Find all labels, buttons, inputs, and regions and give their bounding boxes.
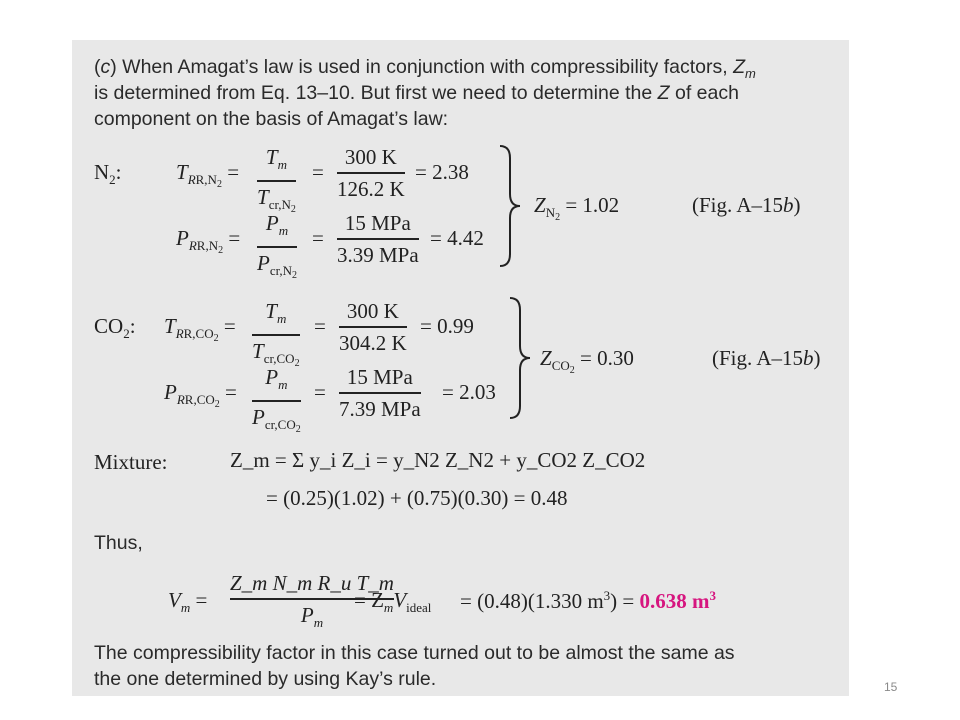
co2-z-value: $Z_{CO_2} = 0.30$: [540, 346, 634, 376]
co2-pr-symbolic-fraction: $P_m$ $P_{cr,CO_2}$: [252, 365, 301, 435]
volume-calculation: = (0.48)(1.330 $m^3) = 0.638$ $m^3$: [460, 588, 717, 613]
intro-line-1: (c) When Amagat’s law is used in conjunction with compressibility factors, $Z_m$: [94, 56, 756, 81]
conclusion-line-2: the one determined by using Kay’s rule.: [94, 668, 437, 690]
intro-line-2: is determined from Eq. 13–10. But first we need to determine the Z of each: [94, 82, 739, 104]
co2-label: $CO_2$:: [94, 314, 136, 341]
co2-tr-numeric-fraction: 300 K 304.2 K: [339, 299, 407, 355]
volume-lhs: $V_m$ =: [168, 588, 208, 615]
n2-label: $N_2$:: [94, 160, 122, 187]
n2-tr-numeric-fraction: 300 K 126.2 K: [337, 145, 405, 201]
co2-tr-symbolic-fraction: $T_m$ $T_{cr,CO_2}$: [252, 299, 300, 369]
equals-sign: =: [312, 226, 324, 250]
co2-tr-lhs: $T_{RR,CO_2}$ =: [164, 314, 236, 344]
volume-result: 0.638 m: [639, 589, 710, 613]
equals-sign: =: [314, 314, 326, 338]
volume-fraction: Z_m N_m R_u T_m $P_m$: [230, 571, 394, 630]
n2-pr-symbolic-fraction: $P_m$ $P_{cr,N_2}$: [257, 211, 298, 281]
intro-line-3: component on the basis of Amagat’s law:: [94, 108, 449, 130]
mixture-equation-line-2: = (0.25)(1.02) + (0.75)(0.30) = 0.48: [266, 486, 568, 510]
n2-z-value: $Z_{N_2} = 1.02$: [534, 193, 620, 223]
co2-figure-ref: (Fig. A–15b): [712, 346, 821, 370]
conclusion-line-1: The compressibility factor in this case turned out to be almost the same as: [94, 642, 735, 664]
n2-tr-symbolic-fraction: $T_m$ $T_{cr,N_2}$: [257, 145, 296, 215]
n2-figure-ref: (Fig. A–15b): [692, 193, 801, 217]
n2-tr-lhs: $T_{RR,N_2}$ =: [176, 160, 240, 190]
n2-pr-numeric-fraction: 15 MPa 3.39 MPa: [337, 211, 419, 267]
mixture-label: Mixture:: [94, 450, 168, 474]
page-number: 15: [884, 680, 898, 694]
equals-sign: =: [312, 160, 324, 184]
textbook-excerpt: [72, 40, 849, 696]
n2-right-brace: [498, 144, 522, 268]
co2-right-brace: [508, 296, 532, 420]
n2-tr-result: = 2.38: [415, 160, 469, 184]
volume-ideal-term: = $Z_mV_{ideal}$: [354, 588, 432, 615]
equals-sign: =: [314, 380, 326, 404]
thus-text: Thus,: [94, 532, 143, 554]
n2-pr-lhs: $P_{RR,N_2}$ =: [176, 226, 241, 256]
co2-tr-result: = 0.99: [420, 314, 474, 338]
co2-pr-lhs: $P_{RR,CO_2}$ =: [164, 380, 237, 410]
n2-pr-result: = 4.42: [430, 226, 484, 250]
co2-pr-numeric-fraction: 15 MPa 7.39 MPa: [339, 365, 421, 421]
mixture-equation-line-1: Z_m = Σ y_i Z_i = y_N2 Z_N2 + y_CO2 Z_CO2: [230, 448, 646, 472]
co2-pr-result: = 2.03: [442, 380, 496, 404]
